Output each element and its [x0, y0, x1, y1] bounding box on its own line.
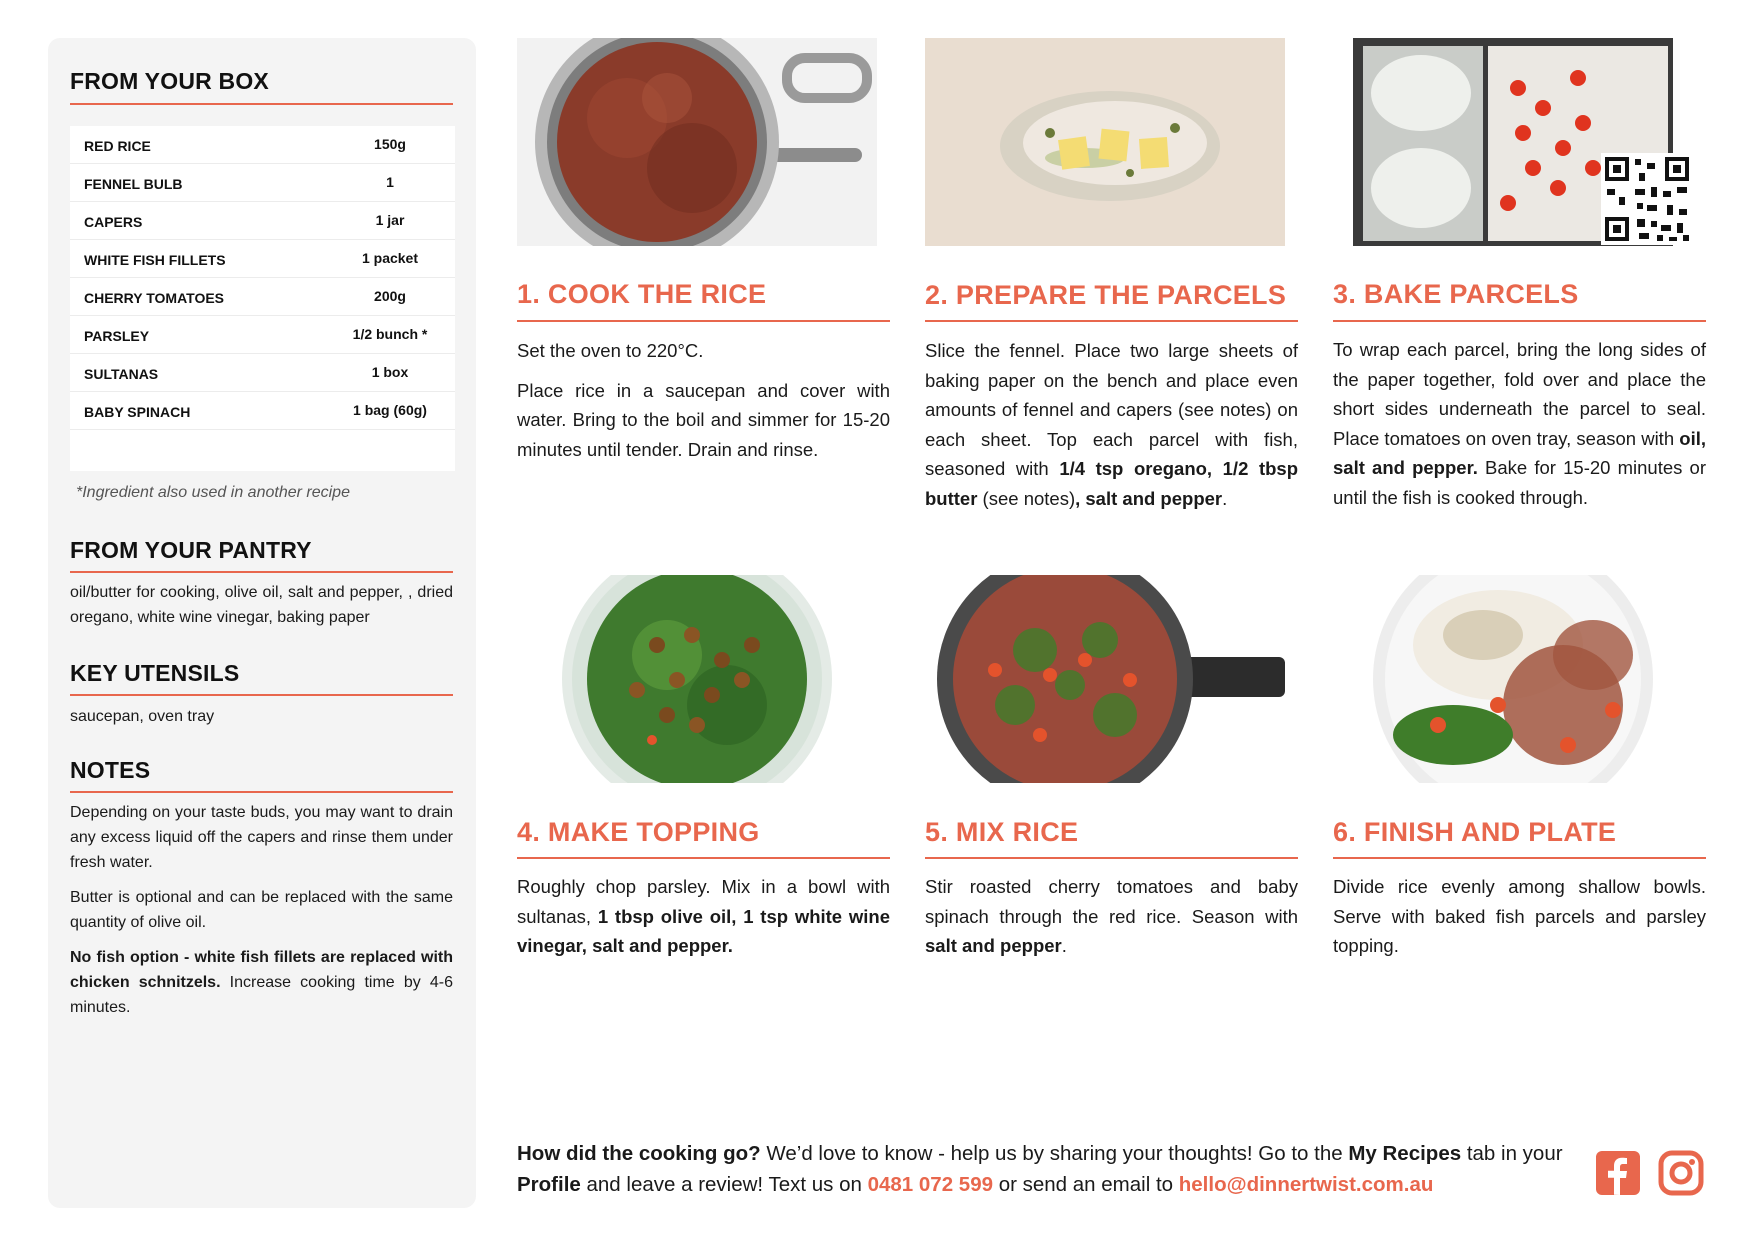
ingredient-qty: 200g	[374, 288, 406, 304]
step-1-para-1: Set the oven to 220°C.	[517, 340, 704, 361]
ingredient-row	[70, 392, 455, 430]
step-3-text: Bake for 15-20 minutes or until the fish is cooked through.	[1333, 457, 1706, 508]
notes-text	[70, 800, 453, 1030]
plated-dish-photo	[1333, 575, 1693, 783]
step-3-bold: oil, salt and pepper.	[1333, 427, 1706, 478]
footer-text: tab in your	[1461, 1142, 1563, 1165]
ingredient-qty: 150g	[374, 136, 406, 152]
feedback-footer	[517, 1138, 1577, 1200]
step-4-body	[517, 872, 890, 971]
ingredient-row	[70, 316, 455, 354]
footer-profile: Profile	[517, 1173, 581, 1196]
qr-code-icon[interactable]	[1601, 153, 1693, 245]
step-2-body	[925, 336, 1298, 523]
ingredient-qty: 1	[386, 174, 394, 190]
ingredient-name: RED RICE	[84, 138, 151, 154]
step-3-title: 3. BAKE PARCELS	[1333, 279, 1579, 309]
rice-pan-photo	[925, 575, 1285, 783]
facebook-icon[interactable]	[1595, 1150, 1641, 1196]
step-6-body	[1333, 872, 1706, 971]
ingredient-qty: 1 box	[371, 364, 409, 380]
step-5-title: 5. MIX RICE	[925, 817, 1079, 847]
step-1-body	[517, 336, 890, 474]
ingredient-qty: 1 jar	[375, 212, 405, 228]
footer-text: We’d love to know - help us by sharing your thoughts! Go to the	[760, 1142, 1349, 1165]
note-1: Depending on your taste buds, you may want to drain any excess liquid off the capers and rinse them under fresh water.	[70, 804, 453, 871]
ingredient-name: BABY SPINACH	[84, 404, 191, 420]
ingredient-qty: 1 packet	[361, 250, 419, 266]
fish-parcel-photo	[925, 38, 1285, 246]
footer-text: or send an email to	[993, 1173, 1179, 1196]
ingredient-name: CAPERS	[84, 214, 143, 230]
note-3	[70, 945, 453, 1020]
ingredient-row	[70, 202, 455, 240]
step-3-text: To wrap each parcel, bring the long sides of the paper together, fold over and place the short sides underneath the parcel to seal. Place tomatoes on oven tray, season with	[1333, 339, 1706, 449]
step-rule	[517, 857, 890, 859]
ingredient-qty: 1 bag (60g)	[353, 402, 427, 418]
step-5-body	[925, 872, 1298, 971]
ingredient-name: FENNEL BULB	[84, 176, 183, 192]
step-2-bold: , salt and pepper	[1075, 487, 1223, 509]
notes-heading: NOTES	[70, 757, 151, 783]
step-3-photo	[1333, 38, 1693, 246]
step-6-title: 6. FINISH AND PLATE	[1333, 817, 1617, 847]
instagram-icon[interactable]	[1658, 1150, 1704, 1196]
heading-rule	[70, 571, 453, 573]
step-2-text: Slice the fennel. Place two large sheets of baking paper on the bench and place even amounts of fennel and capers (see notes) on each sheet. Top each parcel with fish, seasoned with	[925, 340, 1298, 479]
utensils-heading: KEY UTENSILS	[70, 660, 240, 686]
step-2-bold: 1/4 tsp oregano, 1/2 tbsp butter	[925, 458, 1298, 509]
step-5-para	[925, 872, 1298, 961]
ingredient-name: PARSLEY	[84, 328, 150, 344]
step-4-para	[517, 872, 890, 961]
step-3-para	[1333, 335, 1706, 512]
heading-rule	[70, 791, 453, 793]
step-2-para	[925, 336, 1298, 513]
heading-rule	[70, 103, 453, 105]
footer-question: How did the cooking go?	[517, 1142, 761, 1165]
step-6-para: Divide rice evenly among shallow bowls. Serve with baked fish parcels and parsley topping.	[1333, 876, 1706, 956]
ingredient-row	[70, 164, 455, 202]
step-4-bold: 1 tbsp olive oil, 1 tsp white wine vinegar, salt and pepper.	[517, 905, 891, 956]
ingredient-name: CHERRY TOMATOES	[84, 290, 225, 306]
step-1-title: 1. COOK THE RICE	[517, 279, 767, 309]
step-rule	[517, 320, 890, 322]
pantry-text: oil/butter for cooking, olive oil, salt and pepper, , dried oregano, white wine vinegar, baking paper	[70, 584, 453, 626]
ingredient-footnote: *Ingredient also used in another recipe	[76, 484, 350, 501]
step-5-text: Stir roasted cherry tomatoes and baby spinach through the red rice. Season with	[925, 876, 1298, 927]
ingredients-panel	[48, 38, 476, 1208]
pantry-heading: FROM YOUR PANTRY	[70, 537, 312, 563]
rice-strainer-photo	[517, 38, 877, 246]
step-4-title: 4. MAKE TOPPING	[517, 817, 760, 847]
heading-rule	[70, 694, 453, 696]
email-link[interactable]: hello@dinnertwist.com.au	[1178, 1173, 1434, 1196]
step-4-text: Roughly chop parsley. Mix in a bowl with sultanas,	[517, 876, 890, 927]
ingredient-qty: 1/2 bunch *	[352, 326, 428, 342]
step-1-para-2: Place rice in a saucepan and cover with water. Bring to the boil and simmer for 15-20 minutes until tender. Drain and rinse.	[517, 379, 890, 460]
parsley-bowl-photo	[517, 575, 877, 783]
ingredient-name: WHITE FISH FILLETS	[84, 252, 226, 268]
step-rule	[1333, 857, 1706, 859]
note-3-rest: Increase cooking time by 4-6 minutes.	[70, 974, 453, 1016]
footer-text: and leave a review! Text us on	[580, 1173, 868, 1196]
step-rule	[925, 857, 1298, 859]
step-3-body	[1333, 335, 1706, 522]
step-5-photo	[925, 575, 1285, 783]
step-rule	[1333, 320, 1706, 322]
step-1-photo	[517, 38, 877, 246]
footer-my-recipes: My Recipes	[1348, 1142, 1462, 1165]
step-5-text: .	[1061, 935, 1067, 956]
note-2: Butter is optional and can be replaced with the same quantity of olive oil.	[70, 889, 453, 931]
utensils-text: saucepan, oven tray	[70, 708, 215, 725]
step-5-bold: salt and pepper	[925, 935, 1062, 956]
ingredient-row	[70, 240, 455, 278]
step-rule	[925, 320, 1298, 322]
phone-link[interactable]: 0481 072 599	[867, 1173, 993, 1196]
ingredient-row	[70, 278, 455, 316]
step-6-photo	[1333, 575, 1693, 783]
step-2-photo	[925, 38, 1285, 246]
from-box-heading: FROM YOUR BOX	[70, 68, 269, 94]
ingredient-name: SULTANAS	[84, 366, 159, 382]
ingredient-row	[70, 354, 455, 392]
step-2-text: .	[1222, 487, 1228, 509]
note-3-bold: No fish option - white fish fillets are replaced with chicken schnitzels.	[70, 949, 453, 991]
ingredient-row	[70, 126, 455, 164]
step-4-photo	[517, 575, 877, 783]
ingredients-table	[70, 126, 455, 471]
step-2-title: 2. PREPARE THE PARCELS	[925, 280, 1287, 310]
step-2-text: (see notes)	[977, 487, 1076, 509]
